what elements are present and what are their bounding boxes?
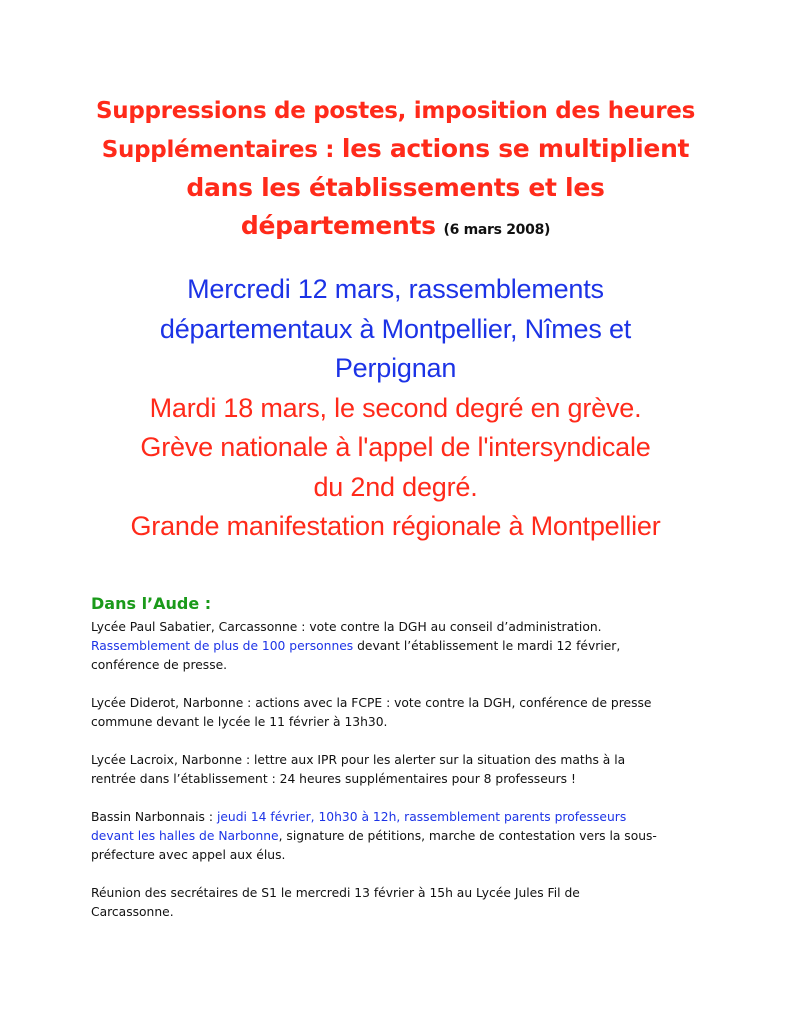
title-line-1: Suppressions de postes, imposition des heures <box>96 98 695 124</box>
section-aude <box>91 592 731 941</box>
headline-red-1: Mardi 18 mars, le second degré en grève. <box>149 392 642 423</box>
item-5-line-2: Carcassonne. <box>91 905 174 919</box>
headline-blue-2: départementaux à Montpellier, Nîmes et <box>159 313 632 344</box>
item-3-line-2: rentrée dans l’établissement : 24 heures supplémentaires pour 8 professeurs ! <box>91 772 576 786</box>
item-1-line-2 <box>91 637 731 656</box>
title-date: (6 mars 2008) <box>443 222 551 238</box>
list-item <box>91 694 731 732</box>
list-item <box>91 618 731 675</box>
title-line-2 <box>60 130 731 169</box>
item-1-line-3: conférence de presse. <box>91 658 228 672</box>
title-line-2a: Supplémentaires : <box>101 137 342 163</box>
item-4-line-2 <box>91 827 731 846</box>
headline-red-4: Grande manifestation régionale à Montpellier <box>130 511 661 541</box>
title-line-2b: les actions se multiplient <box>341 134 690 163</box>
item-2-line-1: Lycée Diderot, Narbonne : actions avec la FCPE : vote contre la DGH, conférence de presse <box>91 696 652 710</box>
headline-red-3: du 2nd degré. <box>313 471 478 502</box>
item-4-highlight-1: jeudi 14 février, 10h30 à 12h, rassemblement parents professeurs <box>216 810 627 824</box>
headline-blue-3: Perpignan <box>334 353 457 383</box>
list-item <box>91 808 731 865</box>
item-1-highlight: Rassemblement de plus de 100 personnes <box>91 639 354 653</box>
item-1-line-2-rest: devant l’établissement le mardi 12 février, <box>353 639 621 653</box>
item-4-line-1 <box>91 808 731 827</box>
item-4-line-1a: Bassin Narbonnais : <box>91 810 217 824</box>
title-line-4a: départements <box>240 211 436 240</box>
item-5-line-1: Réunion des secrétaires de S1 le mercredi 13 février à 15h au Lycée Jules Fil de <box>91 886 580 900</box>
section-title: Dans l’Aude : <box>91 594 212 613</box>
headline-red-2: Grève nationale à l'appel de l'intersyndicale <box>140 432 651 462</box>
item-3-line-1: Lycée Lacroix, Narbonne : lettre aux IPR pour les alerter sur la situation des maths à la <box>91 753 626 767</box>
item-2-line-2: commune devant le lycée le 11 février à 13h30. <box>91 715 388 729</box>
list-item <box>91 751 731 789</box>
title-line-3: dans les établissements et les <box>186 173 605 202</box>
title-line-4 <box>60 207 731 249</box>
headline-blue-1: Mercredi 12 mars, rassemblements <box>187 274 604 304</box>
item-4-highlight-2: devant les halles de Narbonne <box>91 829 279 843</box>
document-title <box>60 92 731 249</box>
headlines <box>50 270 741 547</box>
item-4-line-3: préfecture avec appel aux élus. <box>91 848 286 862</box>
item-1-line-1: Lycée Paul Sabatier, Carcassonne : vote contre la DGH au conseil d’administration. <box>91 620 602 634</box>
item-4-line-2-rest: , signature de pétitions, marche de contestation vers la sous- <box>278 829 657 843</box>
list-item <box>91 884 731 922</box>
